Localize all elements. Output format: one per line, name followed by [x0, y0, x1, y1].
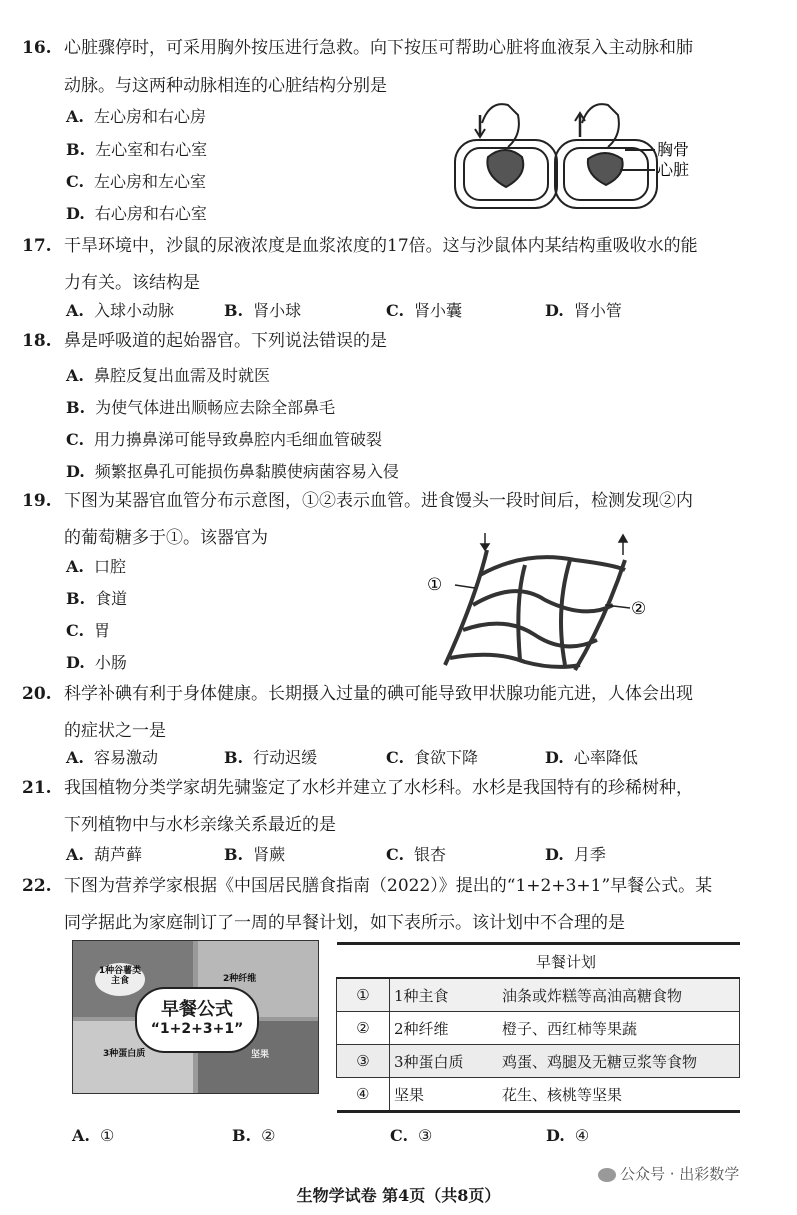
vessel-2: [575, 560, 625, 670]
label-vessel-2: ②: [631, 599, 647, 619]
table-header: 早餐计划: [535, 952, 596, 971]
question-stem: 我国植物分类学家胡先骕鉴定了水杉并建立了水杉科。水杉是我国特有的珍稀树种，: [64, 778, 693, 798]
capillary-mid2: [463, 624, 597, 647]
option-a[interactable]: A. 口腔: [66, 557, 126, 576]
heart-shape-left: [487, 150, 523, 187]
table-row: ② 2种纤维 橙子、西红柿等果蔬: [337, 1012, 740, 1045]
question-number: 20.: [22, 684, 52, 704]
option-d[interactable]: D. 月季: [545, 845, 606, 864]
formula-badge: [135, 987, 259, 1053]
watermark: 公众号 · 出彩数学: [598, 1163, 739, 1184]
question-stem-cont: 的症状之一是: [64, 721, 166, 741]
option-a[interactable]: A. 左心房和右心房: [66, 107, 206, 126]
heart-shape-right: [588, 153, 623, 185]
question-stem: 心脏骤停时，可采用胸外按压进行急救。向下按压可帮助心脏将血液泵入主动脉和肺: [64, 38, 693, 58]
vessel-1: [445, 550, 487, 665]
question-stem-cont: 下列植物中与水杉亲缘关系最近的是: [64, 815, 336, 835]
option-d[interactable]: D. 肾小管: [545, 301, 622, 320]
option-a[interactable]: A. 入球小动脉: [66, 301, 174, 320]
heart-label: 心脏: [657, 160, 690, 179]
question-stem-cont: 力有关。该结构是: [64, 273, 200, 293]
option-d[interactable]: D. 频繁抠鼻孔可能损伤鼻黏膜使病菌容易入侵: [66, 462, 399, 481]
question-stem-cont: 同学据此为家庭制订了一周的早餐计划，如下表所示。该计划中不合理的是: [64, 913, 625, 933]
table-row: ③ 3种蛋白质 鸡蛋、鸡腿及无糖豆浆等食物: [337, 1045, 740, 1078]
option-d[interactable]: D. 心率降低: [545, 748, 638, 767]
label-nuts: 坚果: [251, 1050, 270, 1060]
capillary-cross2: [561, 560, 570, 665]
page-footer: 生物学试卷 第4页（共8页）: [296, 1186, 501, 1205]
question-number: 19.: [22, 491, 52, 511]
option-b[interactable]: B. 食道: [66, 589, 128, 608]
question-stem-cont: 的葡萄糖多于①。该器官为: [64, 528, 268, 548]
option-b[interactable]: B. ②: [232, 1126, 276, 1145]
question-stem: 下图为营养学家根据《中国居民膳食指南（2022）》提出的“1+2+3+1”早餐公式。某: [64, 876, 713, 896]
question-number: 22.: [22, 876, 52, 896]
question-16: [22, 32, 693, 64]
question-stem: 干旱环境中，沙鼠的尿液浓度是血浆浓度的17倍。这与沙鼠体内某结构重吸收水的能: [64, 236, 698, 256]
option-b[interactable]: B. 左心室和右心室: [66, 140, 208, 159]
option-a[interactable]: A. 鼻腔反复出血需及时就医: [66, 366, 270, 385]
option-b[interactable]: B. 行动迟缓: [224, 748, 318, 767]
question-22: [22, 870, 712, 902]
question-stem-cont: 动脉。与这两种动脉相连的心脏结构分别是: [64, 76, 387, 96]
option-d[interactable]: D. 小肠: [66, 653, 127, 672]
blood-vessel-figure: [425, 530, 665, 675]
label-protein: 3种蛋白质: [103, 1049, 146, 1059]
table-header-row: [337, 944, 740, 979]
option-d[interactable]: D. ④: [546, 1126, 590, 1145]
option-c[interactable]: C. 左心房和左心室: [66, 172, 207, 191]
label-vessel-1: ①: [427, 575, 443, 595]
inflow-arrowhead: [481, 544, 489, 550]
question-20: [22, 678, 693, 710]
table-row: ① 1种主食 油条或炸糕等高油高糖食物: [337, 978, 740, 1012]
capillary-bottom: [450, 655, 580, 667]
capillary-top: [480, 557, 625, 575]
question-stem: 科学补碘有利于身体健康。长期摄入过量的碘可能导致甲状腺功能亢进，人体会出现: [64, 684, 693, 704]
question-stem: 鼻是呼吸道的起始器官。下列说法错误的是: [64, 331, 387, 351]
option-c[interactable]: C. ③: [390, 1126, 433, 1145]
question-21: [22, 772, 693, 804]
breakfast-formula-poster: [72, 940, 319, 1094]
question-17: [22, 230, 698, 262]
question-stem: 下图为某器官血管分布示意图，①②表示血管。进食馒头一段时间后，检测发现②内: [64, 491, 693, 511]
question-number: 18.: [22, 331, 52, 351]
wechat-icon: [598, 1168, 616, 1182]
label-fiber: 2种纤维: [223, 974, 257, 984]
option-c[interactable]: C. 肾小囊: [386, 301, 463, 320]
leader-1: [455, 585, 475, 588]
label-grain: 1种谷薯类主食: [95, 963, 145, 996]
sternum-label: 胸骨: [657, 140, 690, 159]
capillary-cross1: [518, 565, 525, 660]
question-number: 21.: [22, 778, 52, 798]
option-b[interactable]: B. 肾小球: [224, 301, 302, 320]
option-c[interactable]: C. 食欲下降: [386, 748, 479, 767]
option-b[interactable]: B. 肾蕨: [224, 845, 286, 864]
capillary-mid1: [473, 591, 613, 611]
option-a[interactable]: A. ①: [72, 1126, 115, 1145]
breakfast-plan-table: [336, 942, 740, 1113]
question-18: [22, 325, 387, 357]
option-c[interactable]: C. 用力擤鼻涕可能导致鼻腔内毛细血管破裂: [66, 430, 383, 449]
option-c[interactable]: C. 银杏: [386, 845, 447, 864]
question-number: 17.: [22, 236, 52, 256]
formula-text: “1+2+3+1”: [150, 1021, 244, 1037]
option-d[interactable]: D. 右心房和右心室: [66, 204, 207, 223]
option-c[interactable]: C. 胃: [66, 621, 111, 640]
option-b[interactable]: B. 为使气体进出顺畅应去除全部鼻毛: [66, 398, 336, 417]
formula-title: 早餐公式: [161, 999, 233, 1020]
question-number: 16.: [22, 38, 52, 58]
outflow-arrowhead: [619, 535, 627, 542]
question-19: [22, 485, 693, 517]
chest-compression-figure: [450, 95, 710, 215]
option-a[interactable]: A. 容易激动: [66, 748, 158, 767]
table-row: ④ 坚果 花生、核桃等坚果: [337, 1078, 740, 1112]
option-a[interactable]: A. 葫芦藓: [66, 845, 142, 864]
